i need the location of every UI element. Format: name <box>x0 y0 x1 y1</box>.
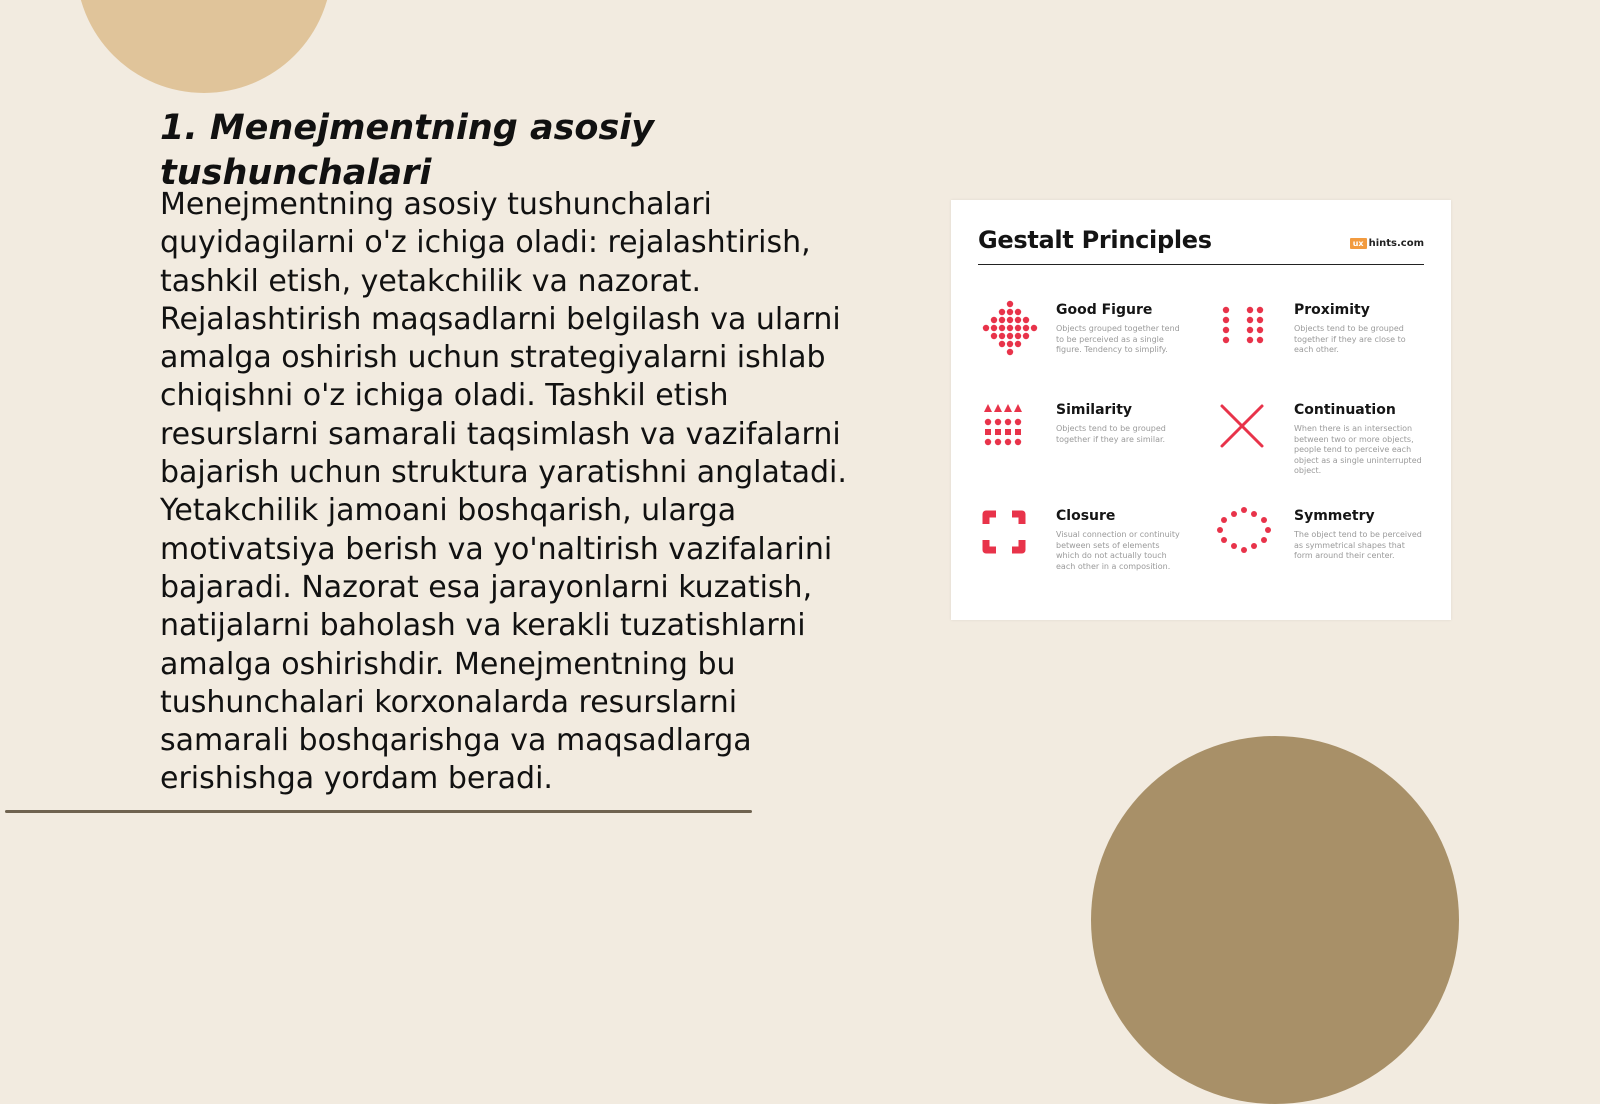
brand-text: hints.com <box>1368 238 1424 249</box>
principle-description: When there is an intersection between two or more objects, people tend to perceive each object as a single uninterrupted object. <box>1294 424 1422 475</box>
principle-description: Objects grouped together tend to be perceived as a single figure. Tendency to simplify. <box>1056 324 1180 354</box>
brand-badge: ux <box>1350 238 1367 249</box>
principle-name: Proximity <box>1294 302 1370 318</box>
principle-description: Objects tend to be grouped together if they are close to each other. <box>1294 324 1406 354</box>
proximity-icon <box>1216 300 1280 364</box>
good-figure-icon <box>978 300 1042 364</box>
symmetry-icon <box>1216 506 1280 570</box>
principle-description: Visual connection or continuity between sets of elements which do not actually touch each other in a composition. <box>1056 530 1180 571</box>
principle-name: Continuation <box>1294 402 1396 418</box>
gestalt-header <box>978 226 1424 265</box>
principle-name: Closure <box>1056 508 1116 524</box>
principle-name: Symmetry <box>1294 508 1375 524</box>
principle-similarity <box>978 400 1198 490</box>
principle-name: Good Figure <box>1056 302 1153 318</box>
slide-title: 1. Menejmentning asosiy tushunchalari <box>160 108 655 193</box>
principle-proximity <box>1216 300 1436 390</box>
closure-icon <box>978 506 1042 570</box>
gestalt-principles-image <box>951 200 1451 620</box>
principle-good-figure <box>978 300 1198 390</box>
principle-description: Objects tend to be grouped together if they are similar. <box>1056 424 1166 444</box>
gestalt-title: Gestalt Principles <box>978 226 1212 254</box>
principle-description: The object tend to be perceived as symmetrical shapes that form around their center. <box>1294 530 1422 560</box>
divider-line <box>5 810 752 813</box>
principle-continuation <box>1216 400 1436 490</box>
continuation-icon <box>1216 400 1280 464</box>
principle-name: Similarity <box>1056 402 1133 418</box>
brand-logo <box>1350 238 1424 249</box>
similarity-icon <box>978 400 1042 464</box>
principle-closure <box>978 506 1198 596</box>
decorative-circle-bottom <box>1091 736 1459 1104</box>
decorative-circle-top <box>76 0 332 93</box>
principle-symmetry <box>1216 506 1436 596</box>
slide-body-text: Menejmentning asosiy tushunchalari quyidagilarni o'z ichiga oladi: rejalashtirish, tashkil etish, yetakchilik va nazorat. Rejalashtirish maqsadlarni belgilash va ularni amalga oshirish uchun strategiyalarni ishlab chiqishni o'z ichiga oladi. Tashkil etish resurslarni samarali taqsimlash va vazifalarni bajarish uchun struktura yaratishni anglatadi. Yetakchilik jamoani boshqarish, ularga motivatsiya berish va yo'naltirish vazifalarini bajaradi. Nazorat esa jarayonlarni kuzatish, natijalarni baholash va kerakli tuzatishlarni amalga oshirishdir. Menejmentning bu tushunchalari korxonalarda resurslarni samarali boshqarishga va maqsadlarga erishishga yordam beradi. <box>160 187 847 797</box>
